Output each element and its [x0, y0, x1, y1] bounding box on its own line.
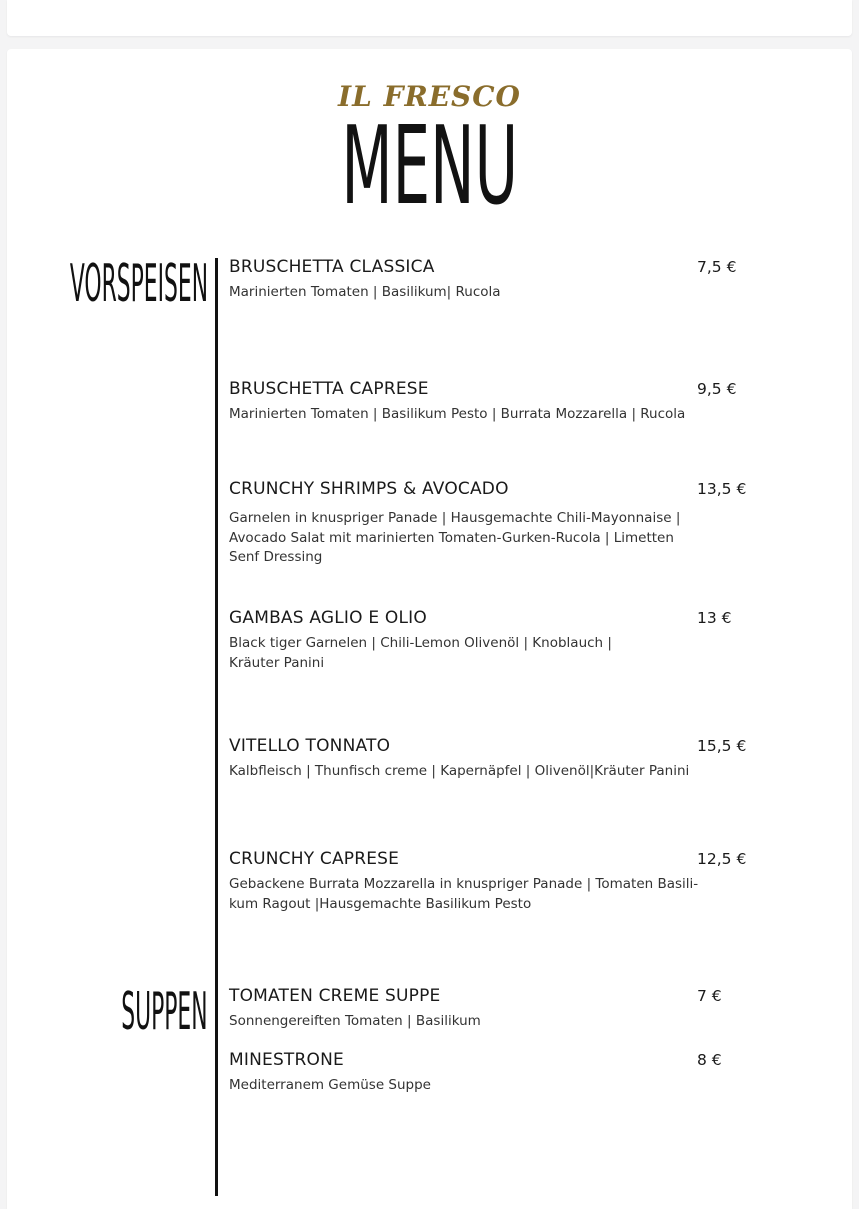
menu-item	[229, 736, 759, 782]
menu-item	[229, 379, 759, 425]
item-price: 13 €	[697, 609, 732, 627]
menu-item	[229, 479, 759, 568]
section-label-suppen: SUPPEN	[121, 982, 208, 1042]
item-price: 12,5 €	[697, 850, 747, 868]
item-description: Marinierten Tomaten | Basilikum| Rucola	[229, 284, 501, 300]
previous-page-card	[7, 0, 852, 36]
menu-item	[229, 849, 759, 914]
item-price: 8 €	[697, 1051, 722, 1069]
item-price: 15,5 €	[697, 737, 747, 755]
item-description: Gebackene Burrata Mozzarella in knuspriger Panade | Tomaten Basili-kum Ragout |Hausgemachte Basilikum Pesto	[229, 876, 699, 912]
item-name: CRUNCHY SHRIMPS & AVOCADO	[229, 479, 509, 499]
menu-item	[229, 1050, 759, 1096]
menu-item	[229, 608, 759, 673]
item-description: Sonnengereiften Tomaten | Basilikum	[229, 1013, 481, 1029]
restaurant-logo: IL FRESCO	[338, 80, 521, 113]
section-label-vorspeisen: VORSPEISEN	[69, 254, 208, 314]
item-name: VITELLO TONNATO	[229, 736, 391, 756]
item-price: 7,5 €	[697, 258, 737, 276]
item-description: Kalbfleisch | Thunfisch creme | Kapernäpfel | Olivenöl|Kräuter Panini	[229, 763, 690, 779]
menu-title: MENU	[341, 104, 519, 229]
item-name: TOMATEN CREME SUPPE	[229, 986, 441, 1006]
item-description: Garnelen in knuspriger Panade | Hausgemachte Chili-Mayonnaise | Avocado Salat mit marinierten Tomaten-Gurken-Rucola | Limetten Senf Dressing	[229, 510, 681, 565]
menu-item	[229, 986, 759, 1032]
item-price: 7 €	[697, 987, 722, 1005]
item-price: 9,5 €	[697, 380, 737, 398]
item-name: CRUNCHY CAPRESE	[229, 849, 400, 869]
item-description: Marinierten Tomaten | Basilikum Pesto | Burrata Mozzarella | Rucola	[229, 406, 686, 422]
item-name: BRUSCHETTA CLASSICA	[229, 257, 435, 277]
item-name: MINESTRONE	[229, 1050, 344, 1070]
item-description: Mediterranem Gemüse Suppe	[229, 1077, 431, 1093]
item-price: 13,5 €	[697, 480, 747, 498]
item-name: BRUSCHETTA CAPRESE	[229, 379, 429, 399]
section-divider	[215, 258, 218, 1196]
menu-item	[229, 257, 759, 303]
item-name: GAMBAS AGLIO E OLIO	[229, 608, 427, 628]
item-description: Black tiger Garnelen | Chili-Lemon Olivenöl | Knoblauch | Kräuter Panini	[229, 635, 612, 671]
